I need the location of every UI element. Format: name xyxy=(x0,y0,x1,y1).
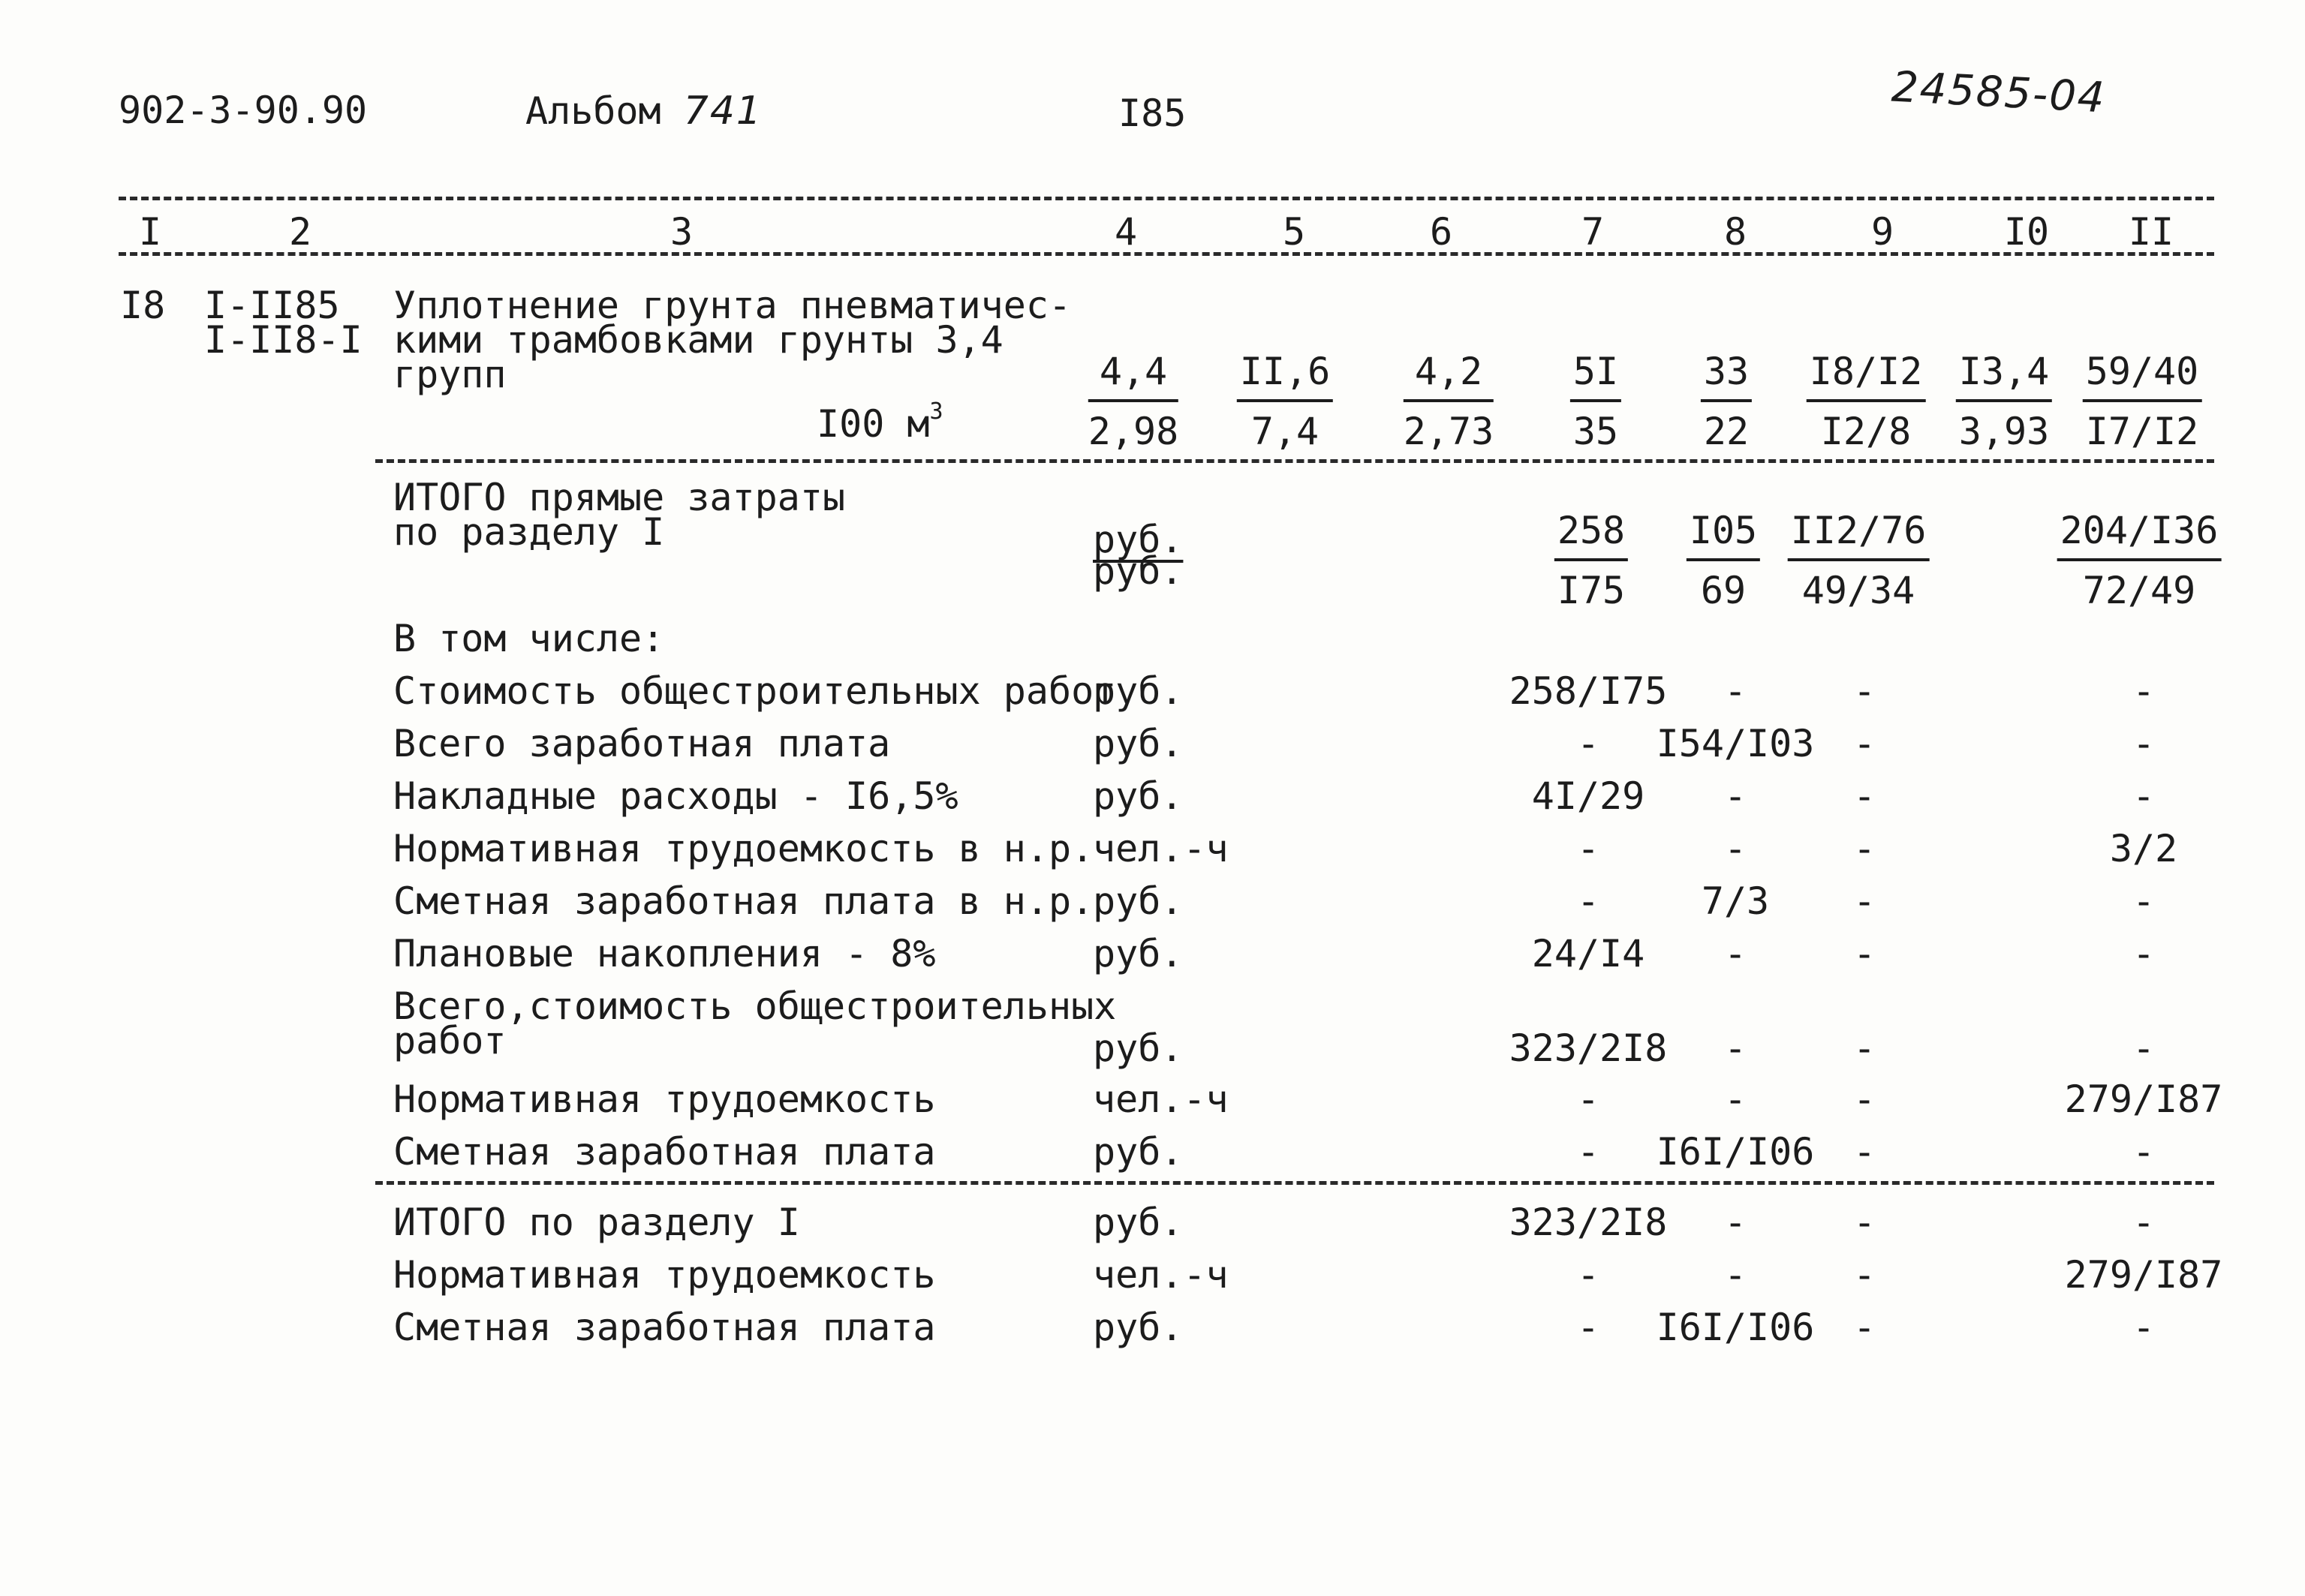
breakdown-col-8: - xyxy=(1723,827,1747,870)
breakdown-col-9: - xyxy=(1852,1130,1876,1174)
breakdown-col-11: - xyxy=(2132,932,2156,975)
handwritten-document-number: 24585-04 xyxy=(1890,62,2108,123)
total-direct-col-8-numerator: I05 xyxy=(1687,512,1760,561)
breakdown-label: Накладные расходы - I6,5% xyxy=(393,774,958,818)
item-col-5-denominator: 7,4 xyxy=(1250,410,1320,453)
item-col-8 xyxy=(1701,350,1752,453)
divider-item xyxy=(375,459,2214,463)
breakdown-col-7: - xyxy=(1576,1130,1600,1174)
document-code: 902-3-90.90 xyxy=(119,89,368,132)
breakdown-col-8: - xyxy=(1723,774,1747,818)
breakdown-col-8: - xyxy=(1723,932,1747,975)
section-total-col-8: - xyxy=(1723,1201,1747,1244)
breakdown-unit: руб. xyxy=(1093,774,1184,818)
breakdown-label: Всего заработная плата xyxy=(393,722,891,765)
column-header-7: 7 xyxy=(1581,210,1605,254)
total-cost-label-line-1: Всего,стоимость общестроительных xyxy=(393,984,1117,1028)
breakdown-label: Сметная заработная плата в н.р. xyxy=(393,879,1094,923)
breakdown-col-9: - xyxy=(1852,774,1876,818)
breakdown-unit: руб. xyxy=(1093,879,1184,923)
breakdown-label: Нормативная трудоемкость в н.р. xyxy=(393,827,1094,870)
breakdown-col-11: 279/I87 xyxy=(2064,1078,2223,1121)
item-col-5 xyxy=(1237,350,1333,453)
breakdown-col-9: - xyxy=(1852,722,1876,765)
section-total-col-7: 323/2I8 xyxy=(1509,1201,1668,1244)
breakdown-col-7: - xyxy=(1576,879,1600,923)
breakdown-unit: чел.-ч xyxy=(1093,827,1229,870)
column-header-10: I0 xyxy=(2003,210,2050,254)
total-direct-col-7-denominator: I75 xyxy=(1557,569,1626,612)
total-cost-col-7: 323/2I8 xyxy=(1509,1026,1668,1070)
section-total-col-8: - xyxy=(1723,1253,1747,1297)
item-code-primary: I-II85 xyxy=(204,284,340,327)
total-direct-col-9 xyxy=(1788,509,1930,612)
column-header-6: 6 xyxy=(1429,210,1453,254)
breakdown-col-8: - xyxy=(1723,1078,1747,1121)
item-col-5-numerator: II,6 xyxy=(1237,353,1333,402)
total-direct-label-line-2: по разделу I xyxy=(393,510,665,554)
breakdown-col-11: - xyxy=(2132,774,2156,818)
album-label xyxy=(525,89,763,134)
item-col-11-numerator: 59/40 xyxy=(2083,353,2202,402)
breakdown-col-8: I6I/I06 xyxy=(1656,1130,1815,1174)
breakdown-unit: руб. xyxy=(1093,1130,1184,1174)
item-col-7-numerator: 5I xyxy=(1570,353,1621,402)
section-total-unit: чел.-ч xyxy=(1093,1253,1229,1297)
section-total-label: Нормативная трудоемкость xyxy=(393,1253,936,1297)
total-cost-col-8: - xyxy=(1723,1026,1747,1070)
total-direct-unit-bottom: руб. xyxy=(1093,549,1184,593)
item-code-secondary: I-II8-I xyxy=(204,318,363,362)
total-direct-col-7-numerator: 258 xyxy=(1554,512,1628,561)
breakdown-col-9: - xyxy=(1852,879,1876,923)
breakdown-col-11: - xyxy=(2132,879,2156,923)
breakdown-col-8: 7/3 xyxy=(1701,879,1770,923)
total-cost-col-9: - xyxy=(1852,1026,1876,1070)
divider-header xyxy=(119,252,2214,256)
section-total-col-7: - xyxy=(1576,1306,1600,1349)
section-total-col-9: - xyxy=(1852,1201,1876,1244)
breakdown-col-7: 258/I75 xyxy=(1509,669,1668,713)
item-col-6-numerator: 4,2 xyxy=(1404,353,1494,402)
item-col-9-numerator: I8/I2 xyxy=(1807,353,1926,402)
total-cost-unit: руб. xyxy=(1093,1026,1184,1070)
total-direct-col-9-denominator: 49/34 xyxy=(1801,569,1915,612)
item-description-line-1: Уплотнение грунта пневматичес- xyxy=(393,284,1072,327)
total-direct-col-7 xyxy=(1554,509,1628,612)
item-col-8-numerator: 33 xyxy=(1701,353,1752,402)
breakdown-unit: чел.-ч xyxy=(1093,1078,1229,1121)
divider-section-total xyxy=(375,1181,2214,1185)
section-total-col-8: I6I/I06 xyxy=(1656,1306,1815,1349)
total-direct-col-8 xyxy=(1687,509,1760,612)
column-header-8: 8 xyxy=(1723,210,1747,254)
album-number: 741 xyxy=(683,89,763,134)
item-col-4 xyxy=(1088,350,1179,453)
section-total-col-9: - xyxy=(1852,1306,1876,1349)
breakdown-label: Стоимость общестроительных работ xyxy=(393,669,1117,713)
item-description-line-3: групп xyxy=(393,353,507,396)
page-number: I85 xyxy=(1118,92,1187,135)
breakdown-col-8: I54/I03 xyxy=(1656,722,1815,765)
divider-top xyxy=(119,197,2214,200)
column-header-3: 3 xyxy=(670,210,694,254)
item-col-9 xyxy=(1807,350,1926,453)
section-total-col-7: - xyxy=(1576,1253,1600,1297)
column-header-5: 5 xyxy=(1282,210,1306,254)
section-total-col-11: - xyxy=(2132,1306,2156,1349)
item-col-4-numerator: 4,4 xyxy=(1088,353,1178,402)
section-total-col-9: - xyxy=(1852,1253,1876,1297)
item-unit-value: I00 м xyxy=(817,402,930,446)
item-col-11 xyxy=(2083,350,2202,453)
total-direct-col-11-denominator: 72/49 xyxy=(2082,569,2196,612)
breakdown-col-9: - xyxy=(1852,669,1876,713)
section-total-unit: руб. xyxy=(1093,1201,1184,1244)
item-col-10 xyxy=(1956,350,2052,453)
breakdown-col-9: - xyxy=(1852,827,1876,870)
column-header-11: II xyxy=(2128,210,2174,254)
breakdown-col-7: - xyxy=(1576,827,1600,870)
item-number: I8 xyxy=(120,284,166,327)
breakdown-label: Нормативная трудоемкость xyxy=(393,1078,936,1121)
total-cost-label-line-2: работ xyxy=(393,1019,507,1062)
section-total-col-11: - xyxy=(2132,1201,2156,1244)
total-direct-col-9-numerator: II2/76 xyxy=(1788,512,1930,561)
breakdown-label: Сметная заработная плата xyxy=(393,1130,936,1174)
breakdown-col-7: 24/I4 xyxy=(1531,932,1645,975)
breakdown-col-9: - xyxy=(1852,1078,1876,1121)
item-col-7 xyxy=(1570,350,1621,453)
breakdown-col-9: - xyxy=(1852,932,1876,975)
item-unit-exponent: 3 xyxy=(929,398,943,425)
breakdown-col-7: - xyxy=(1576,722,1600,765)
item-col-9-denominator: I2/8 xyxy=(1820,410,1912,453)
item-unit xyxy=(817,398,943,446)
including-label: В том числе: xyxy=(393,617,665,660)
breakdown-unit: руб. xyxy=(1093,722,1184,765)
item-col-8-denominator: 22 xyxy=(1703,410,1750,453)
column-header-1: I xyxy=(138,210,162,254)
item-col-11-denominator: I7/I2 xyxy=(2085,410,2199,453)
item-col-7-denominator: 35 xyxy=(1572,410,1619,453)
total-direct-col-11 xyxy=(2057,509,2222,612)
total-direct-label-line-1: ИТОГО прямые затраты xyxy=(393,476,846,519)
item-col-6-denominator: 2,73 xyxy=(1403,410,1494,453)
breakdown-label: Плановые накопления - 8% xyxy=(393,932,936,975)
item-col-10-numerator: I3,4 xyxy=(1956,353,2052,402)
item-col-4-denominator: 2,98 xyxy=(1088,410,1179,453)
section-total-label: Сметная заработная плата xyxy=(393,1306,936,1349)
item-col-6 xyxy=(1403,350,1494,453)
section-total-unit: руб. xyxy=(1093,1306,1184,1349)
breakdown-col-11: 3/2 xyxy=(2109,827,2178,870)
total-direct-unit-top: руб. xyxy=(1093,518,1184,561)
section-total-label: ИТОГО по разделу I xyxy=(393,1201,800,1244)
breakdown-col-11: - xyxy=(2132,669,2156,713)
breakdown-col-11: - xyxy=(2132,722,2156,765)
breakdown-col-8: - xyxy=(1723,669,1747,713)
section-total-col-11: 279/I87 xyxy=(2064,1253,2223,1297)
total-direct-col-8-denominator: 69 xyxy=(1700,569,1747,612)
breakdown-col-7: - xyxy=(1576,1078,1600,1121)
item-description-line-2: кими трамбовками грунты 3,4 xyxy=(393,318,1004,362)
album-word: Альбом xyxy=(525,89,661,133)
breakdown-col-11: - xyxy=(2132,1130,2156,1174)
item-col-10-denominator: 3,93 xyxy=(1958,410,2050,453)
total-direct-col-11-numerator: 204/I36 xyxy=(2057,512,2222,561)
breakdown-unit: руб. xyxy=(1093,932,1184,975)
column-header-2: 2 xyxy=(288,210,312,254)
column-header-4: 4 xyxy=(1114,210,1138,254)
column-header-9: 9 xyxy=(1870,210,1894,254)
breakdown-col-7: 4I/29 xyxy=(1531,774,1645,818)
total-cost-col-11: - xyxy=(2132,1026,2156,1070)
breakdown-unit: руб. xyxy=(1093,669,1184,713)
